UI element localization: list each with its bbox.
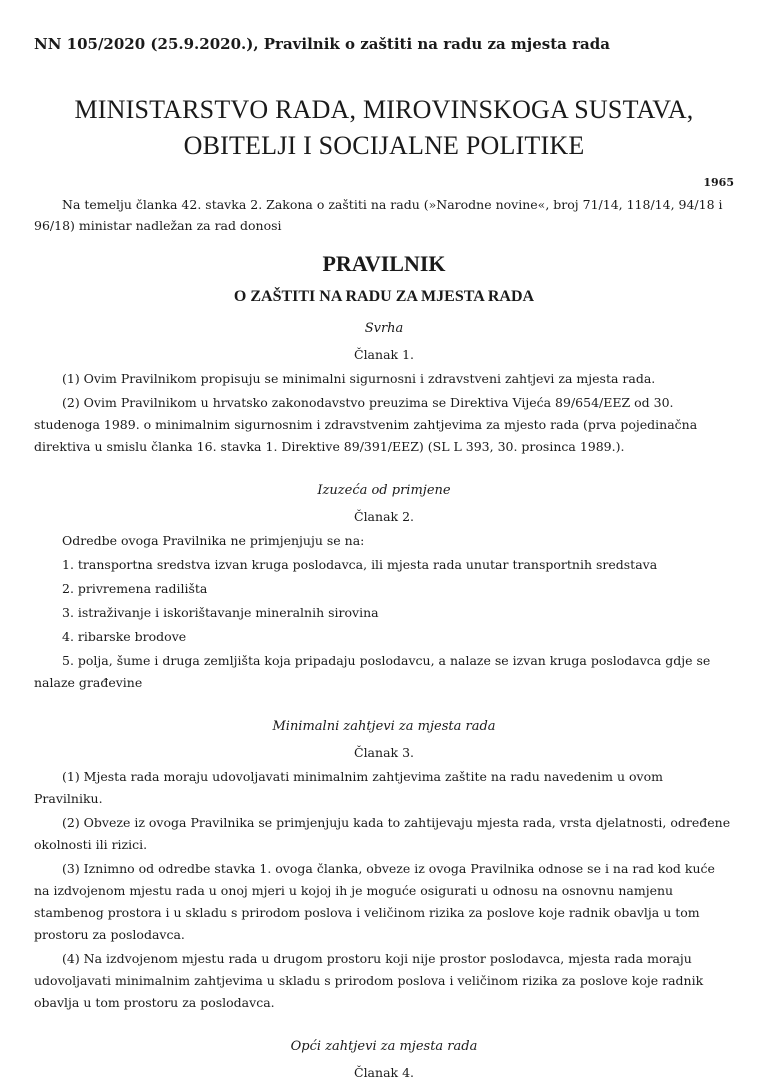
ministry-title-line-1: MINISTARSTVO RADA, MIROVINSKOGA SUSTAVA, (74, 95, 694, 124)
document-header: NN 105/2020 (25.9.2020.), Pravilnik o zaštiti na radu za mjesta rada (34, 35, 610, 53)
document-number: 1965 (703, 176, 734, 189)
article-paragraph: (4) Na izdvojenom mjestu rada u drugom prostoru koji nije prostor poslodavca, mjesta rada moraju udovoljavati minimalnim zahtjevima u skladu s prirodom poslova i veličinom rizika za poslove koje radnik obavlja u tom prostoru za poslodavca. (34, 951, 704, 1010)
list-item: 2. privremena radilišta (62, 581, 208, 596)
section-heading: Opći zahtjevi za mjesta rada (290, 1039, 478, 1054)
section-heading: Svrha (364, 321, 404, 336)
intro-paragraph: Na temelju članka 42. stavka 2. Zakona o zaštiti na radu (»Narodne novine«, broj 71/14, 118/14, 94/18 i 96/18) ministar nadležan za rad donosi (34, 197, 723, 233)
article-paragraph: (1) Mjesta rada moraju udovoljavati minimalnim zahtjevima zaštite na radu navedenim u ovom Pravilniku. (34, 769, 664, 806)
ministry-title-line-2: OBITELJI I SOCIJALNE POLITIKE (183, 131, 585, 160)
article-number: Članak 4. (354, 1065, 414, 1080)
article-number: Članak 1. (354, 347, 414, 362)
section-heading: Minimalni zahtjevi za mjesta rada (272, 719, 496, 734)
article-paragraph: Odredbe ovoga Pravilnika ne primjenjuju se na: (62, 533, 365, 548)
ministry-title (34, 92, 734, 164)
article-paragraph: (2) Obveze iz ovoga Pravilnika se primjenjuju kada to zahtijevaju mjesta rada, vrsta djelatnosti, određene okolnosti ili rizici. (34, 815, 731, 852)
list-item: 4. ribarske brodove (62, 629, 187, 644)
section-heading: Izuzeća od primjene (317, 483, 451, 498)
list-item: 5. polja, šume i druga zemljišta koja pripadaju poslodavcu, a nalaze se izvan kruga poslodavca gdje se nalaze građevine (34, 653, 711, 690)
regulation-subtitle: O ZAŠTITI NA RADU ZA MJESTA RADA (233, 288, 535, 305)
article-paragraph: (3) Iznimno od odredbe stavka 1. ovoga članka, obveze iz ovoga Pravilnika odnose se i na rad kod kuće na izdvojenom mjestu rada u onoj mjeri u kojoj ih je moguće osigurati u odnosu na osnovnu namjenu stambenog prostora i u skladu s prirodom poslova i veličinom rizika za poslove koje radnik obavlja u tom prostoru za poslodavca. (34, 861, 715, 942)
article-paragraph: (1) Ovim Pravilnikom propisuju se minimalni sigurnosni i zdravstveni zahtjevi za mjesta rada. (62, 371, 656, 386)
article-paragraph: (2) Ovim Pravilnikom u hrvatsko zakonodavstvo preuzima se Direktiva Vijeća 89/654/EEZ od 30. studenoga 1989. o minimalnim sigurnosnim i zdravstvenim zahtjevima za mjesto rada (prva pojedinačna direktiva u smislu članka 16. stavka 1. Direktive 89/391/EEZ) (SL L 393, 30. prosinca 1989.). (34, 395, 698, 454)
article-number: Članak 2. (354, 509, 414, 524)
article-number: Članak 3. (354, 745, 414, 760)
regulation-title: PRAVILNIK (322, 251, 446, 276)
list-item: 1. transportna sredstva izvan kruga poslodavca, ili mjesta rada unutar transportnih sredstava (62, 557, 658, 572)
list-item: 3. istraživanje i iskorištavanje mineralnih sirovina (62, 605, 379, 620)
